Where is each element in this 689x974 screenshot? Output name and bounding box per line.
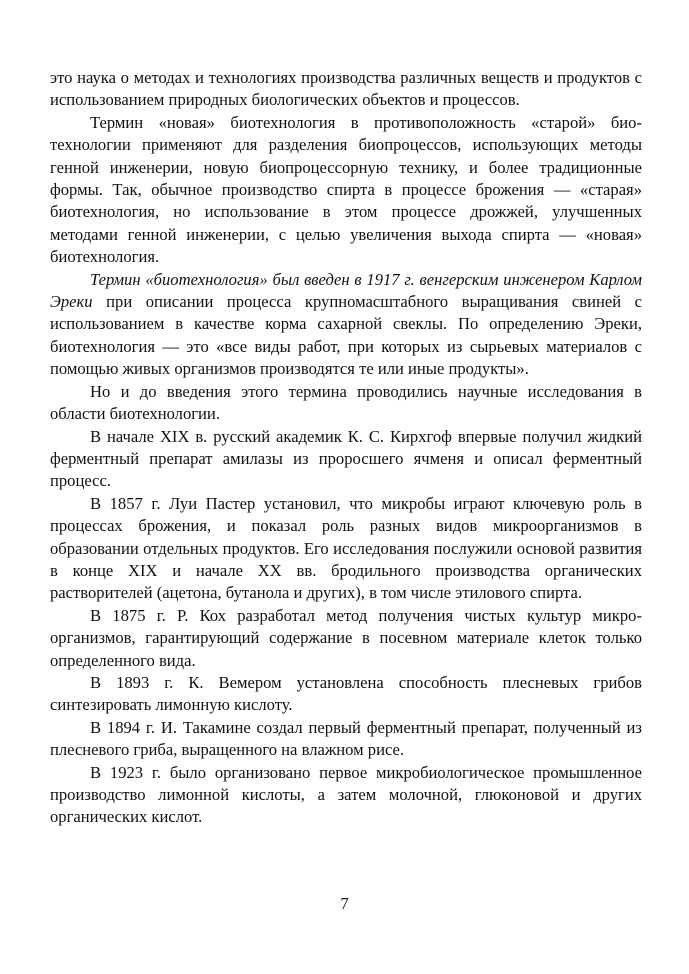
page-number: 7 (340, 894, 349, 913)
paragraph-continuation: это наука о методах и технологиях производства различных веществ и продуктов с использованием природных биологических объектов и процессов. (50, 68, 642, 110)
paragraph-kirchhoff: В начале XIX в. русский академик К. С. Кирхгоф впервые получил жидкий ферментный препарат амилазы из проросшего ячменя и описал ферментный процесс. (50, 426, 642, 491)
paragraph-ereki-italic: Термин «биотехнология» был введен в 1917 г. венгерским инженером Карлом Эреки (50, 269, 642, 312)
document-body (50, 67, 642, 829)
paragraph-citric-acid-1923: В 1923 г. было организовано первое микробиологическое промышленное производство лимонной кислоты, а затем молочной, глюконовой и других органических кислот. (50, 762, 642, 827)
paragraph-ereki-text: при описании процесса крупномасштабного выращивания свиней с использованием в качестве корма сахарной свеклы. По определению Эреки, биотехнология — это «все виды работ, при которых из сырьевых материалов с помощью живых организмов производятся те или иные продукты». (50, 292, 642, 379)
paragraph-takamine: В 1894 г. И. Такамине создал первый ферментный препарат, полученный из плесневого гриба, выращенного на влажном рисе. (50, 717, 642, 760)
paragraph-pasteur: В 1857 г. Луи Пастер установил, что микробы играют ключевую роль в процессах брожения, и показал роль разных видов микроорганизмов в образовании отдельных продуктов. Его исследования послужили основой развития в конце XIX и начале XX вв. бродильного производства органических растворителей (ацетона, бутанола и других), в том числе этилового спирта. (50, 493, 642, 603)
paragraph-ereki-definition (50, 269, 642, 381)
paragraph-koch: В 1875 г. Р. Кох разработал метод получения чистых культур микроорганизмов, гарантирующий содержание в посевном материале клеток только определенного вида. (50, 605, 642, 670)
paragraph-new-old-biotech: Термин «новая» биотехнология в противоположность «старой» биотехнологии применяют для разделения биопроцессов, использующих методы генной инженерии, новую биопроцессорную технику, и более традиционные формы. Так, обычное производство спирта в процессе брожения — «старая» биотехнология, но использование в этом процессе дрожжей, улучшенных методами генной инженерии, с целью увеличения выхода спирта — «новая» биотехнология. (50, 112, 642, 267)
paragraph-wehmer: В 1893 г. К. Вемером установлена способность плесневых грибов синтезировать лимонную кислоту. (50, 672, 642, 715)
paragraph-early-research: Но и до введения этого термина проводились научные исследования в области биотехнологии. (50, 381, 642, 424)
